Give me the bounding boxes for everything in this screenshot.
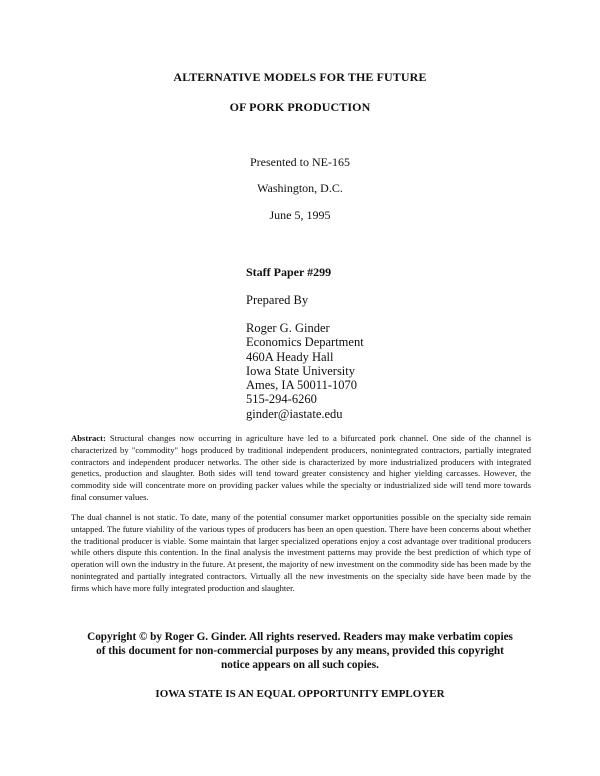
copyright-line-3: notice appears on all such copies. — [221, 659, 379, 671]
location: Washington, D.C. — [257, 181, 343, 195]
author-email: ginder@iastate.edu — [246, 406, 343, 421]
author-name: Roger G. Ginder — [246, 321, 330, 335]
prepared-by-label: Prepared By — [246, 293, 309, 307]
title-line-1: ALTERNATIVE MODELS FOR THE FUTURE — [173, 70, 427, 84]
author-phone: 515-294-6260 — [246, 392, 317, 407]
copyright-notice — [60, 630, 540, 672]
copyright-line-1: Copyright © by Roger G. Ginder. All rights reserved. Readers may make verbatim copies — [87, 631, 513, 643]
abstract-paragraph — [71, 433, 531, 504]
presented-to: Presented to NE-165 — [250, 155, 350, 169]
abstract-text: Structural changes now occurring in agriculture have led to a bifurcated pork channel. One side of the channel is characterized by "commodity" hogs produced by traditional independent producers, nonintegrated contractors, partially integrated contractors and independent producer networks. The other side is characterized by more industrialized producers with integrated genetics, production and slaughter. Both sides will tend toward greater consistency and higher yielding carcasses. However, the commodity side will concentrate more on providing packer values while the specialty or industrialized side will tend more towards final consumer values. — [71, 433, 531, 502]
body-paragraph: The dual channel is not static. To date, many of the potential consumer market opportunities possible on the specialty side remain untapped. The future viability of the various types of producers has been an open question. There have been concerns about whether the traditional producer is viable. Some maintain that larger specialized operations enjoy a cost advantage over traditional producers while others dispute this contention. In the final analysis the investment patterns may provide the best prediction of which type of operation will own the industry in the future. At present, the majority of new investment on the commodity side has been made by the nonintegrated and partially integrated contractors. Virtually all the new investments on the specialty side have been made by the firms which have more fully integrated production and slaughter. — [71, 512, 531, 593]
author-block — [246, 321, 364, 421]
abstract-label: Abstract: — [71, 433, 106, 443]
author-office: 460A Heady Hall — [246, 349, 334, 364]
title-line-2: OF PORK PRODUCTION — [229, 100, 371, 114]
date: June 5, 1995 — [269, 208, 331, 222]
staff-paper-number: Staff Paper #299 — [246, 265, 332, 279]
author-university: Iowa State University — [246, 363, 356, 378]
author-department: Economics Department — [246, 335, 364, 350]
copyright-line-2: of this document for non-commercial purposes by any means, provided this copyright — [96, 645, 504, 657]
author-city: Ames, IA 50011-1070 — [246, 378, 357, 393]
equal-opportunity-statement: IOWA STATE IS AN EQUAL OPPORTUNITY EMPLOYER — [155, 688, 445, 700]
